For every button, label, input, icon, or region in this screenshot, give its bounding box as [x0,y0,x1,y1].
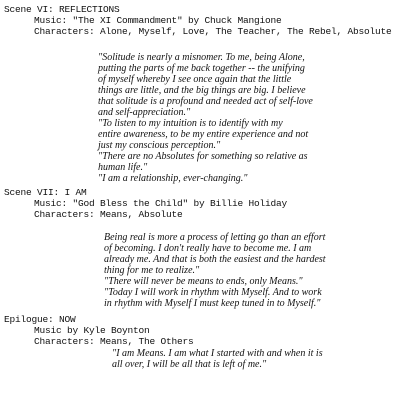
scene6-heading: Scene VI: REFLECTIONS [4,4,120,15]
epilogue-music: Music by Kyle Boynton [34,325,150,336]
quote-line: entire awareness, to be my entire experience and not [98,129,309,140]
quote-line: "There will never be means to ends, only Means." [104,276,303,287]
quote-line: things are little, and the big things are big. I believe [98,85,306,96]
quote-line: "Today I will work in rhythm with Myself. And to work [104,287,322,298]
scene7-music: Music: "God Bless the Child" by Billie Holiday [34,198,288,209]
quote-line: that solitude is a profound and needed act of self-love [98,96,313,107]
quote-line: and self-appreciation." [98,107,191,118]
scene7-heading: Scene VII: I AM [4,187,87,198]
quote-line: all over, I will be all that is left of me." [112,359,267,370]
scene6-characters: Characters: Alone, Myself, Love, The Teacher, The Rebel, Absolute [34,26,392,37]
quote-line: of becoming. I don't really have to become me. I am [104,243,312,254]
quote-line: human life." [98,162,148,173]
quote-line: "To listen to my intuition is to identify with my [98,118,283,129]
quote-line: in rhythm with Myself I must keep tuned in to Myself." [104,298,321,309]
scene7-characters: Characters: Means, Absolute [34,209,183,220]
quote-line: "I am Means. I am what I started with and when it is [112,348,323,359]
quote-line: of myself whereby I see once again that the little [98,74,292,85]
quote-line: already me. And that is both the easiest and the hardest [104,254,326,265]
epilogue-characters: Characters: Means, The Others [34,336,194,347]
quote-line: putting the parts of me back together -- the unifying [98,63,305,74]
quote-line: "There are no Absolutes for something so relative as [98,151,308,162]
epilogue-heading: Epilogue: NOW [4,314,76,325]
quote-line: thing for me to realize." [104,265,200,276]
quote-line: Being real is more a process of letting go than an effort [104,232,326,243]
quote-line: "I am a relationship, ever-changing." [98,173,248,184]
quote-line: "Solitude is nearly a misnomer. To me, being Alone, [98,52,305,63]
scene6-music: Music: "The XI Commandment" by Chuck Mangione [34,15,282,26]
quote-line: just my conscious perception." [98,140,221,151]
